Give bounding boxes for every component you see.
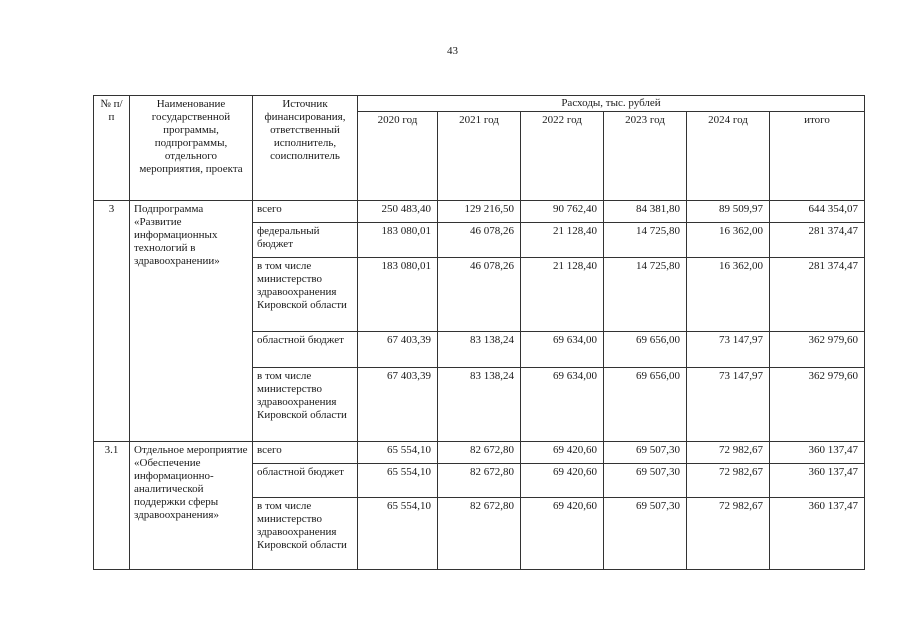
table-row (94, 442, 865, 464)
value-2023: 69 507,30 (604, 498, 687, 570)
value-2023: 69 507,30 (604, 464, 687, 498)
value-2023: 69 656,00 (604, 368, 687, 442)
row-number: 3.1 (94, 442, 130, 570)
value-2020: 67 403,39 (358, 368, 438, 442)
value-2024: 16 362,00 (687, 258, 770, 332)
value-2024: 72 982,67 (687, 498, 770, 570)
value-2024: 73 147,97 (687, 332, 770, 368)
value-2022: 90 762,40 (521, 201, 604, 223)
funding-source: в том числе министерство здравоохранения Кировской области (253, 258, 358, 332)
funding-source: в том числе министерство здравоохранения Кировской области (253, 498, 358, 570)
page-number: 43 (447, 45, 458, 57)
value-2020: 65 554,10 (358, 498, 438, 570)
value-2021: 82 672,80 (438, 442, 521, 464)
value-2023: 69 656,00 (604, 332, 687, 368)
value-2024: 72 982,67 (687, 464, 770, 498)
table-row (94, 201, 865, 223)
value-2024: 72 982,67 (687, 442, 770, 464)
value-2022: 21 128,40 (521, 258, 604, 332)
value-2021: 82 672,80 (438, 464, 521, 498)
header-year-2021: 2021 год (438, 112, 521, 201)
header-total: итого (770, 112, 865, 201)
value-total: 360 137,47 (770, 442, 865, 464)
funding-source: всего (253, 442, 358, 464)
header-source: Источник финансирования, ответственный исполнитель, соисполнитель (253, 96, 358, 201)
value-total: 362 979,60 (770, 332, 865, 368)
value-2023: 14 725,80 (604, 258, 687, 332)
funding-source: в том числе министерство здравоохранения Кировской области (253, 368, 358, 442)
value-2020: 250 483,40 (358, 201, 438, 223)
funding-source: федеральный бюджет (253, 223, 358, 258)
value-total: 360 137,47 (770, 498, 865, 570)
funding-source: областной бюджет (253, 464, 358, 498)
value-total: 360 137,47 (770, 464, 865, 498)
value-2022: 69 420,60 (521, 498, 604, 570)
value-total: 644 354,07 (770, 201, 865, 223)
funding-source: областной бюджет (253, 332, 358, 368)
value-2023: 14 725,80 (604, 223, 687, 258)
header-name: Наименование государственной программы, подпрограммы, отдельного мероприятия, проекта (130, 96, 253, 201)
value-2021: 46 078,26 (438, 223, 521, 258)
value-2021: 83 138,24 (438, 368, 521, 442)
header-year-2023: 2023 год (604, 112, 687, 201)
value-2023: 69 507,30 (604, 442, 687, 464)
value-2023: 84 381,80 (604, 201, 687, 223)
value-2020: 67 403,39 (358, 332, 438, 368)
header-expenses: Расходы, тыс. рублей (358, 96, 865, 112)
value-2020: 183 080,01 (358, 223, 438, 258)
value-2024: 16 362,00 (687, 223, 770, 258)
header-row-top (94, 96, 865, 112)
expenses-table (93, 95, 865, 570)
value-2020: 183 080,01 (358, 258, 438, 332)
value-total: 281 374,47 (770, 258, 865, 332)
value-2021: 83 138,24 (438, 332, 521, 368)
value-total: 362 979,60 (770, 368, 865, 442)
program-name: Отдельное мероприятие «Обеспечение информационно-аналитической поддержки сферы здравоохранения» (130, 442, 253, 570)
value-2022: 21 128,40 (521, 223, 604, 258)
value-2021: 82 672,80 (438, 498, 521, 570)
value-2022: 69 420,60 (521, 464, 604, 498)
value-2022: 69 420,60 (521, 442, 604, 464)
program-name: Подпрограмма «Развитие информационных технологий в здравоохранении» (130, 201, 253, 442)
value-2021: 46 078,26 (438, 258, 521, 332)
header-year-2022: 2022 год (521, 112, 604, 201)
value-2020: 65 554,10 (358, 442, 438, 464)
funding-source: всего (253, 201, 358, 223)
header-year-2020: 2020 год (358, 112, 438, 201)
value-2020: 65 554,10 (358, 464, 438, 498)
header-num: № п/п (94, 96, 130, 201)
value-2022: 69 634,00 (521, 368, 604, 442)
header-year-2024: 2024 год (687, 112, 770, 201)
value-2024: 89 509,97 (687, 201, 770, 223)
value-total: 281 374,47 (770, 223, 865, 258)
value-2024: 73 147,97 (687, 368, 770, 442)
value-2022: 69 634,00 (521, 332, 604, 368)
row-number: 3 (94, 201, 130, 442)
value-2021: 129 216,50 (438, 201, 521, 223)
